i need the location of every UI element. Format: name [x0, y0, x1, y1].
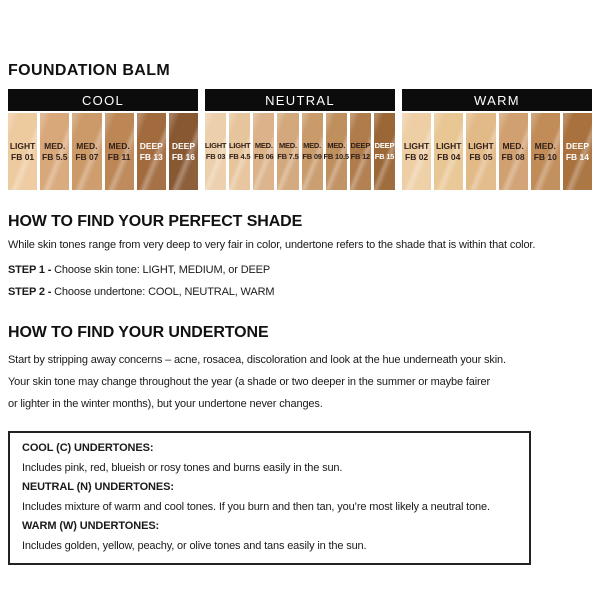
swatch-label: DEEP FB 14: [565, 141, 590, 162]
perfect-shade-section: [0, 213, 600, 303]
step-2-text: Choose undertone: COOL, NEUTRAL, WARM: [54, 286, 275, 298]
swatch-label: MED. FB 09: [302, 141, 322, 161]
undertone-line: or lighter in the winter months), but your undertone never changes.: [8, 398, 323, 410]
undertone-paragraph: [0, 349, 600, 415]
swatch-row: [402, 113, 592, 190]
step-1: [8, 259, 600, 281]
swatch-label: DEEP FB 16: [171, 141, 196, 162]
undertone-group-header: WARM: [402, 89, 592, 111]
step-2: [8, 281, 600, 303]
swatch-row: [8, 113, 198, 190]
undertone-box-heading: NEUTRAL (N) UNDERTONES:: [22, 481, 174, 493]
undertone-box-heading: COOL (C) UNDERTONES:: [22, 442, 154, 454]
swatch-fb-08: [499, 113, 528, 190]
swatch-fb-10: [531, 113, 560, 190]
shade-group-neutral: [205, 89, 395, 190]
swatch-label: LIGHT FB 02: [403, 141, 430, 162]
swatch-label: LIGHT FB 01: [9, 141, 36, 162]
swatch-fb-01: [8, 113, 37, 190]
swatch-fb-4-5: [229, 113, 250, 190]
swatch-label: MED. FB 08: [501, 141, 525, 162]
shade-group-cool: [8, 89, 198, 190]
step-1-text: Choose skin tone: LIGHT, MEDIUM, or DEEP: [54, 264, 271, 276]
swatch-label: LIGHT FB 04: [436, 141, 462, 162]
swatch-fb-12: [350, 113, 371, 190]
swatch-label: MED. FB 10.5: [323, 141, 349, 161]
swatch-fb-7-5: [277, 113, 298, 190]
swatch-fb-14: [563, 113, 592, 190]
undertone-box-text: Includes pink, red, blueish or rosy tones and burns easily in the sun.: [22, 461, 343, 474]
shade-chart: [8, 89, 592, 190]
swatch-fb-06: [253, 113, 274, 190]
swatch-label: LIGHT FB 03: [204, 141, 227, 161]
swatch-fb-05: [466, 113, 495, 190]
shade-group-warm: [402, 89, 592, 190]
undertone-section: [0, 324, 600, 415]
swatch-label: MED. FB 07: [75, 141, 99, 162]
swatch-row: [205, 113, 395, 190]
swatch-label: MED. FB 06: [254, 141, 274, 161]
undertone-group-header: NEUTRAL: [205, 89, 395, 111]
swatch-fb-07: [72, 113, 101, 190]
undertone-heading: HOW TO FIND YOUR UNDERTONE: [8, 324, 269, 341]
swatch-label: LIGHT FB 05: [468, 141, 494, 162]
swatch-fb-16: [169, 113, 198, 190]
step-1-label: STEP 1 -: [8, 264, 52, 276]
swatch-fb-04: [434, 113, 463, 190]
swatch-label: MED. FB 10: [533, 141, 557, 162]
swatch-fb-5-5: [40, 113, 69, 190]
undertone-definitions-box: [8, 431, 531, 565]
swatch-fb-15: [374, 113, 395, 190]
undertone-line: Your skin tone may change throughout the year (a shade or two deeper in the summer or maybe fairer: [8, 376, 491, 388]
swatch-label: MED. FB 5.5: [42, 141, 68, 162]
swatch-label: MED. FB 7.5: [277, 141, 299, 161]
swatch-label: DEEP FB 15: [374, 141, 395, 161]
swatch-label: DEEP FB 12: [350, 141, 371, 161]
undertone-line: Start by stripping away concerns – acne, rosacea, discoloration and look at the hue underneath your skin.: [8, 354, 506, 366]
swatch-fb-11: [105, 113, 134, 190]
step-2-label: STEP 2 -: [8, 286, 52, 298]
undertone-box-text: Includes mixture of warm and cool tones. If you burn and then tan, you’re most likely a neutral tone.: [22, 500, 490, 513]
swatch-fb-13: [137, 113, 166, 190]
undertone-box-heading: WARM (W) UNDERTONES:: [22, 520, 160, 532]
perfect-shade-intro: While skin tones range from very deep to very fair in color, undertone refers to the shade that is within that color.: [8, 239, 536, 251]
swatch-fb-03: [205, 113, 226, 190]
swatch-label: LIGHT FB 4.5: [228, 141, 251, 161]
swatch-fb-09: [302, 113, 323, 190]
swatch-label: DEEP FB 13: [139, 141, 163, 162]
swatch-fb-10-5: [323, 113, 349, 190]
page-title: FOUNDATION BALM: [8, 62, 171, 79]
swatch-fb-02: [402, 113, 431, 190]
undertone-box-text: Includes golden, yellow, peachy, or olive tones and tans easily in the sun.: [22, 539, 367, 552]
perfect-shade-heading: HOW TO FIND YOUR PERFECT SHADE: [8, 213, 303, 230]
undertone-group-header: COOL: [8, 89, 198, 111]
swatch-label: MED. FB 11: [107, 141, 131, 162]
